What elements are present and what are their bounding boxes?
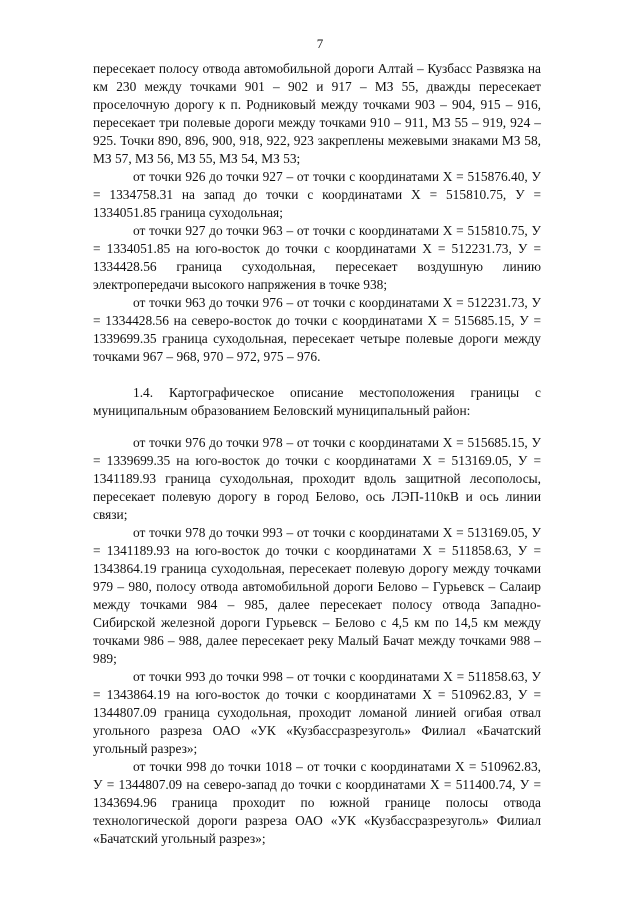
paragraph: от точки 998 до точки 1018 – от точки с координатами Х = 510962.83, У = 1344807.09 на северо-запад до точки с координатами Х = 511400.74, У = 1343694.96 граница проходит по южной границе полосы отвода технологической дороги разреза ОАО «УК «Кузбассразрезуголь» Филиал «Бачатский угольный разрез»;	[93, 759, 541, 846]
document-body	[93, 60, 541, 848]
paragraph: от точки 963 до точки 976 – от точки с координатами Х = 512231.73, У = 1334428.56 на северо-восток до точки с координатами Х = 515685.15, У = 1339699.35 граница суходольная, пересекает четыре полевые дороги между точками 967 – 968, 970 – 972, 975 – 976.	[93, 295, 541, 364]
paragraph: от точки 927 до точки 963 – от точки с координатами Х = 515810.75, У = 1334051.85 на юго-восток до точки с координатами Х = 512231.73, У = 1334428.56 граница суходольная, пересекает воздушную линию электропередачи высокого напряжения в точке 938;	[93, 223, 541, 292]
section-heading: 1.4. Картографическое описание местоположения границы с муниципальным образованием Беловский муниципальный район:	[93, 385, 541, 418]
paragraph: от точки 926 до точки 927 – от точки с координатами Х = 515876.40, У = 1334758.31 на запад до точки с координатами Х = 515810.75, У = 1334051.85 граница суходольная;	[93, 169, 541, 220]
page-number: 7	[316, 36, 324, 51]
paragraph: пересекает полосу отвода автомобильной дороги Алтай – Кузбасс Развязка на км 230 между точками 901 – 902 и 917 – МЗ 55, дважды пересекает проселочную дорогу к п. Родниковый между точками 903 – 904, 915 – 916, пересекает три полевые дороги между точками 910 – 911, МЗ 55 – 919, 924 – 925. Точки 890, 896, 900, 918, 922, 923 закреплены межевыми знаками МЗ 58, МЗ 57, МЗ 56, МЗ 55, МЗ 54, МЗ 53;	[93, 61, 541, 166]
paragraph: от точки 976 до точки 978 – от точки с координатами Х = 515685.15, У = 1339699.35 на юго-восток до точки с координатами Х = 513169.05, У = 1341189.93 граница суходольная, проходит вдоль защитной лесополосы, пересекает полевую дорогу в город Белово, ось ЛЭП-110кВ и ось линии связи;	[93, 435, 541, 522]
paragraph: от точки 978 до точки 993 – от точки с координатами Х = 513169.05, У = 1341189.93 на юго-восток до точки с координатами Х = 511858.63, У = 1343864.19 граница суходольная, пересекает полевую дорогу между точками 979 – 980, полосу отвода автомобильной дороги Белово – Гурьевск – Салаир между точками 984 – 985, далее пересекает полосу отвода Западно-Сибирской железной дороги Гурьевск – Белово с 4,5 км по 14,5 км между точками 986 – 988, далее пересекает реку Малый Бачат между точками 988 – 989;	[93, 525, 541, 666]
paragraph: от точки 993 до точки 998 – от точки с координатами Х = 511858.63, У = 1343864.19 на юго-восток до точки с координатами Х = 510962.83, У = 1344807.09 граница суходольная, проходит ломаной линией огибая отвал угольного разреза ОАО «УК «Кузбассразрезуголь» Филиал «Бачатский угольный разрез»;	[93, 669, 541, 756]
